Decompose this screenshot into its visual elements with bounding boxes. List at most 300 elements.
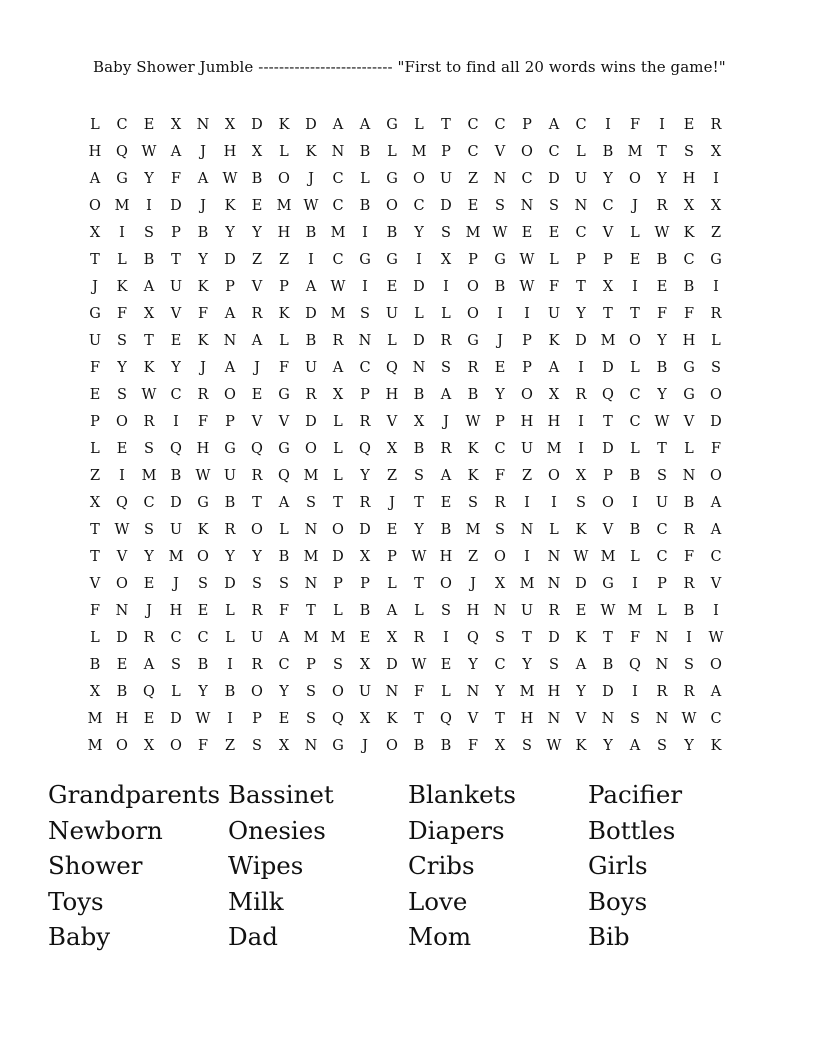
grid-letter: U — [223, 468, 237, 484]
grid-letter: D — [305, 306, 317, 322]
grid-letter: G — [683, 387, 695, 403]
grid-letter: R — [251, 603, 263, 619]
grid-letter: N — [466, 684, 480, 700]
grid-letter: O — [494, 549, 506, 565]
grid-letter: A — [278, 630, 290, 646]
grid-letter: B — [359, 603, 371, 619]
grid-letter: L — [441, 684, 451, 700]
grid-letter: I — [416, 252, 422, 268]
grid-letter: L — [333, 468, 343, 484]
grid-letter: B — [629, 468, 641, 484]
grid-letter: H — [682, 333, 696, 349]
grid-letter: M — [600, 549, 616, 565]
grid-letter: G — [224, 441, 236, 457]
grid-letter: E — [116, 441, 128, 457]
grid-letter: W — [519, 279, 535, 295]
word-list-item: Milk — [228, 886, 284, 916]
grid-letter: V — [251, 279, 263, 295]
grid-letter: P — [468, 252, 478, 268]
grid-letter: F — [467, 738, 479, 754]
grid-letter: Y — [495, 684, 505, 700]
grid-letter: D — [548, 630, 560, 646]
grid-letter: O — [116, 738, 128, 754]
grid-letter: S — [549, 198, 559, 214]
grid-letter: M — [276, 198, 292, 214]
grid-letter: K — [305, 144, 317, 160]
grid-letter: G — [467, 333, 479, 349]
grid-letter: S — [468, 495, 478, 511]
grid-letter: E — [521, 225, 533, 241]
grid-letter: S — [117, 387, 127, 403]
grid-letter: C — [710, 549, 722, 565]
grid-letter: S — [144, 441, 154, 457]
grid-letter: P — [495, 414, 505, 430]
grid-letter: M — [411, 144, 427, 160]
grid-letter: G — [332, 738, 344, 754]
grid-letter: Z — [710, 225, 722, 241]
grid-letter: X — [359, 711, 371, 727]
grid-letter: S — [360, 306, 370, 322]
grid-letter: I — [605, 117, 611, 133]
grid-letter: X — [224, 117, 236, 133]
grid-letter: N — [412, 360, 426, 376]
grid-letter: D — [359, 522, 371, 538]
grid-letter: D — [413, 279, 425, 295]
grid-letter: L — [549, 522, 559, 538]
grid-letter: C — [197, 630, 209, 646]
grid-letter: Z — [278, 252, 290, 268]
grid-letter: B — [143, 252, 155, 268]
word-list-item: Bassinet — [228, 780, 334, 809]
grid-letter: X — [143, 306, 155, 322]
grid-letter: E — [89, 387, 101, 403]
grid-letter: M — [330, 225, 346, 241]
grid-letter: O — [629, 171, 641, 187]
grid-letter: E — [116, 657, 128, 673]
grid-letter: Y — [657, 387, 667, 403]
grid-letter: I — [713, 603, 719, 619]
grid-letter: Q — [629, 657, 641, 673]
grid-letter: I — [686, 630, 692, 646]
grid-letter: O — [116, 576, 128, 592]
grid-letter: N — [520, 198, 534, 214]
grid-letter: W — [411, 549, 427, 565]
grid-letter: L — [360, 171, 370, 187]
grid-letter: D — [602, 441, 614, 457]
grid-letter: M — [168, 549, 184, 565]
grid-letter: N — [682, 468, 696, 484]
grid-letter: L — [576, 144, 586, 160]
grid-letter: D — [602, 360, 614, 376]
grid-letter: O — [305, 441, 317, 457]
grid-letter: D — [305, 117, 317, 133]
grid-letter: V — [278, 414, 290, 430]
grid-letter: J — [389, 495, 395, 511]
grid-letter: T — [495, 711, 505, 727]
grid-letter: S — [306, 684, 316, 700]
grid-letter: P — [252, 711, 262, 727]
grid-letter: G — [710, 252, 722, 268]
grid-letter: Y — [225, 549, 235, 565]
grid-letter: C — [494, 117, 506, 133]
grid-letter: B — [413, 441, 425, 457]
grid-letter: R — [710, 306, 722, 322]
grid-letter: P — [603, 468, 613, 484]
word-list-item: Love — [408, 886, 468, 916]
grid-letter: H — [223, 144, 237, 160]
grid-letter: V — [575, 711, 587, 727]
grid-letter: S — [711, 360, 721, 376]
grid-letter: I — [551, 495, 557, 511]
grid-letter: E — [386, 279, 398, 295]
grid-letter: S — [657, 468, 667, 484]
grid-letter: Q — [332, 711, 344, 727]
grid-letter: W — [141, 144, 157, 160]
grid-letter: Y — [495, 387, 505, 403]
grid-letter: J — [362, 738, 368, 754]
grid-letter: N — [493, 171, 507, 187]
grid-letter: E — [278, 711, 290, 727]
grid-letter: J — [470, 576, 476, 592]
grid-letter: Q — [278, 468, 290, 484]
grid-letter: X — [89, 495, 101, 511]
grid-letter: Y — [252, 549, 262, 565]
grid-letter: O — [170, 738, 182, 754]
grid-letter: I — [578, 414, 584, 430]
grid-letter: T — [414, 576, 424, 592]
grid-letter: O — [251, 522, 263, 538]
grid-letter: K — [143, 360, 155, 376]
grid-letter: I — [713, 171, 719, 187]
grid-letter: P — [90, 414, 100, 430]
grid-letter: B — [683, 495, 695, 511]
grid-letter: F — [710, 441, 722, 457]
grid-letter: T — [306, 603, 316, 619]
word-list-item: Boys — [588, 886, 648, 916]
word-list-item: Grandparents — [48, 780, 221, 809]
grid-letter: R — [494, 495, 506, 511]
grid-letter: F — [413, 684, 425, 700]
grid-letter: I — [119, 225, 125, 241]
grid-letter: X — [494, 738, 506, 754]
grid-letter: X — [440, 252, 452, 268]
grid-letter: O — [602, 495, 614, 511]
grid-letter: H — [466, 603, 480, 619]
grid-letter: O — [440, 576, 452, 592]
grid-letter: S — [684, 144, 694, 160]
grid-letter: K — [575, 630, 587, 646]
grid-letter: C — [332, 198, 344, 214]
grid-letter: F — [170, 171, 182, 187]
grid-letter: W — [546, 738, 562, 754]
grid-letter: S — [495, 522, 505, 538]
grid-letter: W — [573, 549, 589, 565]
grid-letter: A — [197, 171, 209, 187]
grid-letter: B — [683, 603, 695, 619]
grid-letter: R — [197, 387, 209, 403]
grid-letter: W — [708, 630, 724, 646]
grid-letter: S — [576, 495, 586, 511]
grid-letter: T — [171, 252, 181, 268]
grid-letter: U — [358, 684, 372, 700]
grid-letter: N — [115, 603, 129, 619]
grid-letter: T — [414, 711, 424, 727]
grid-letter: P — [576, 252, 586, 268]
grid-letter: P — [225, 414, 235, 430]
grid-letter: C — [332, 252, 344, 268]
grid-letter: S — [279, 576, 289, 592]
grid-letter: W — [195, 711, 211, 727]
grid-letter: T — [657, 441, 667, 457]
grid-letter: W — [330, 279, 346, 295]
grid-letter: C — [710, 711, 722, 727]
grid-letter: O — [467, 279, 479, 295]
grid-letter: G — [386, 117, 398, 133]
grid-letter: N — [574, 198, 588, 214]
grid-letter: K — [683, 225, 695, 241]
grid-letter: L — [225, 603, 235, 619]
grid-letter: G — [278, 387, 290, 403]
grid-letter: Y — [198, 684, 208, 700]
grid-letter: X — [332, 387, 344, 403]
grid-letter: Q — [440, 711, 452, 727]
grid-letter: N — [385, 684, 399, 700]
grid-letter: Y — [603, 738, 613, 754]
grid-letter: X — [251, 144, 263, 160]
grid-letter: E — [494, 360, 506, 376]
grid-letter: X — [170, 117, 182, 133]
grid-letter: K — [197, 333, 209, 349]
grid-letter: U — [88, 333, 102, 349]
grid-letter: M — [519, 576, 535, 592]
grid-letter: L — [630, 360, 640, 376]
grid-letter: W — [519, 252, 535, 268]
grid-letter: R — [548, 603, 560, 619]
grid-letter: B — [197, 225, 209, 241]
grid-letter: U — [385, 306, 399, 322]
grid-letter: X — [413, 414, 425, 430]
grid-letter: G — [278, 441, 290, 457]
grid-letter: Y — [657, 333, 667, 349]
grid-letter: I — [443, 630, 449, 646]
grid-letter: O — [413, 171, 425, 187]
grid-letter: S — [495, 198, 505, 214]
grid-letter: T — [90, 522, 100, 538]
word-list-item: Pacifier — [588, 780, 683, 809]
grid-letter: C — [602, 198, 614, 214]
grid-letter: S — [495, 630, 505, 646]
grid-letter: S — [414, 468, 424, 484]
grid-letter: I — [119, 468, 125, 484]
letter-grid — [86, 116, 734, 764]
grid-letter: E — [143, 117, 155, 133]
grid-letter: S — [684, 657, 694, 673]
grid-letter: R — [467, 360, 479, 376]
grid-letter: B — [467, 387, 479, 403]
grid-letter: N — [547, 549, 561, 565]
grid-letter: W — [222, 171, 238, 187]
grid-letter: O — [386, 738, 398, 754]
grid-letter: P — [333, 576, 343, 592]
grid-letter: Y — [144, 171, 154, 187]
grid-letter: K — [575, 738, 587, 754]
grid-letter: N — [655, 657, 669, 673]
grid-letter: G — [386, 171, 398, 187]
grid-letter: V — [467, 711, 479, 727]
grid-letter: G — [683, 360, 695, 376]
grid-letter: N — [601, 711, 615, 727]
grid-letter: U — [520, 441, 534, 457]
grid-letter: C — [143, 495, 155, 511]
grid-letter: T — [414, 495, 424, 511]
grid-letter: Y — [522, 657, 532, 673]
grid-letter: T — [441, 117, 451, 133]
grid-letter: I — [632, 576, 638, 592]
grid-letter: H — [439, 549, 453, 565]
grid-letter: Z — [467, 171, 479, 187]
grid-letter: K — [467, 468, 479, 484]
grid-letter: I — [443, 279, 449, 295]
grid-letter: M — [519, 684, 535, 700]
grid-letter: V — [386, 414, 398, 430]
grid-letter: B — [224, 684, 236, 700]
grid-letter: K — [575, 522, 587, 538]
grid-letter: B — [170, 468, 182, 484]
grid-letter: D — [575, 576, 587, 592]
grid-letter: S — [441, 360, 451, 376]
grid-letter: L — [414, 306, 424, 322]
grid-letter: W — [600, 603, 616, 619]
grid-letter: F — [89, 603, 101, 619]
word-list-item: Shower — [48, 851, 143, 880]
grid-letter: X — [710, 144, 722, 160]
grid-letter: O — [710, 468, 722, 484]
grid-letter: A — [278, 495, 290, 511]
grid-letter: N — [196, 117, 210, 133]
grid-letter: K — [710, 738, 722, 754]
grid-letter: B — [656, 252, 668, 268]
grid-letter: B — [440, 738, 452, 754]
grid-letter: Y — [252, 225, 262, 241]
grid-letter: H — [169, 603, 183, 619]
grid-letter: T — [522, 630, 532, 646]
grid-letter: O — [332, 684, 344, 700]
grid-letter: R — [251, 468, 263, 484]
grid-letter: F — [683, 306, 695, 322]
grid-letter: A — [359, 117, 371, 133]
grid-letter: F — [629, 117, 641, 133]
grid-letter: X — [278, 738, 290, 754]
grid-letter: X — [386, 630, 398, 646]
grid-letter: I — [632, 279, 638, 295]
grid-letter: D — [170, 711, 182, 727]
grid-letter: R — [143, 630, 155, 646]
grid-letter: L — [684, 441, 694, 457]
grid-letter: Z — [467, 549, 479, 565]
grid-letter: U — [520, 603, 534, 619]
grid-letter: L — [90, 117, 100, 133]
grid-letter: E — [467, 198, 479, 214]
grid-letter: I — [227, 657, 233, 673]
grid-letter: R — [575, 387, 587, 403]
grid-letter: M — [87, 738, 103, 754]
grid-letter: D — [386, 657, 398, 673]
grid-letter: X — [143, 738, 155, 754]
grid-letter: A — [440, 387, 452, 403]
grid-letter: Y — [117, 360, 127, 376]
grid-letter: S — [441, 603, 451, 619]
grid-letter: R — [305, 387, 317, 403]
grid-letter: L — [387, 333, 397, 349]
grid-letter: S — [252, 738, 262, 754]
grid-letter: O — [224, 387, 236, 403]
grid-letter: L — [90, 630, 100, 646]
grid-letter: I — [497, 306, 503, 322]
grid-letter: E — [575, 603, 587, 619]
grid-letter: Z — [251, 252, 263, 268]
grid-letter: V — [710, 576, 722, 592]
grid-letter: M — [303, 630, 319, 646]
grid-letter: B — [224, 495, 236, 511]
grid-letter: N — [547, 711, 561, 727]
grid-letter: F — [89, 360, 101, 376]
grid-letter: Y — [684, 738, 694, 754]
grid-letter: N — [223, 333, 237, 349]
grid-letter: S — [549, 657, 559, 673]
grid-letter: V — [602, 225, 614, 241]
grid-letter: B — [359, 198, 371, 214]
grid-letter: I — [524, 495, 530, 511]
grid-letter: M — [627, 603, 643, 619]
word-list-item: Bib — [588, 922, 630, 951]
grid-letter: R — [143, 414, 155, 430]
grid-letter: B — [602, 657, 614, 673]
grid-letter: L — [414, 603, 424, 619]
grid-letter: X — [548, 387, 560, 403]
grid-letter: R — [224, 522, 236, 538]
grid-letter: O — [251, 684, 263, 700]
grid-letter: I — [632, 684, 638, 700]
grid-letter: I — [524, 306, 530, 322]
grid-letter: A — [548, 117, 560, 133]
grid-letter: E — [143, 711, 155, 727]
grid-letter: W — [303, 198, 319, 214]
grid-letter: N — [304, 738, 318, 754]
grid-letter: S — [198, 576, 208, 592]
grid-letter: T — [144, 333, 154, 349]
grid-letter: L — [657, 603, 667, 619]
grid-letter: P — [603, 252, 613, 268]
grid-letter: F — [197, 414, 209, 430]
grid-letter: I — [713, 279, 719, 295]
grid-letter: M — [87, 711, 103, 727]
grid-letter: Y — [279, 684, 289, 700]
grid-letter: M — [303, 549, 319, 565]
grid-letter: J — [443, 414, 449, 430]
grid-letter: Q — [467, 630, 479, 646]
grid-letter: V — [494, 144, 506, 160]
grid-letter: O — [197, 549, 209, 565]
grid-letter: B — [413, 387, 425, 403]
grid-letter: B — [305, 333, 317, 349]
grid-letter: H — [88, 144, 102, 160]
grid-letter: R — [656, 684, 668, 700]
grid-letter: O — [89, 198, 101, 214]
grid-letter: R — [683, 576, 695, 592]
grid-letter: X — [386, 441, 398, 457]
grid-letter: T — [630, 306, 640, 322]
grid-letter: A — [575, 657, 587, 673]
